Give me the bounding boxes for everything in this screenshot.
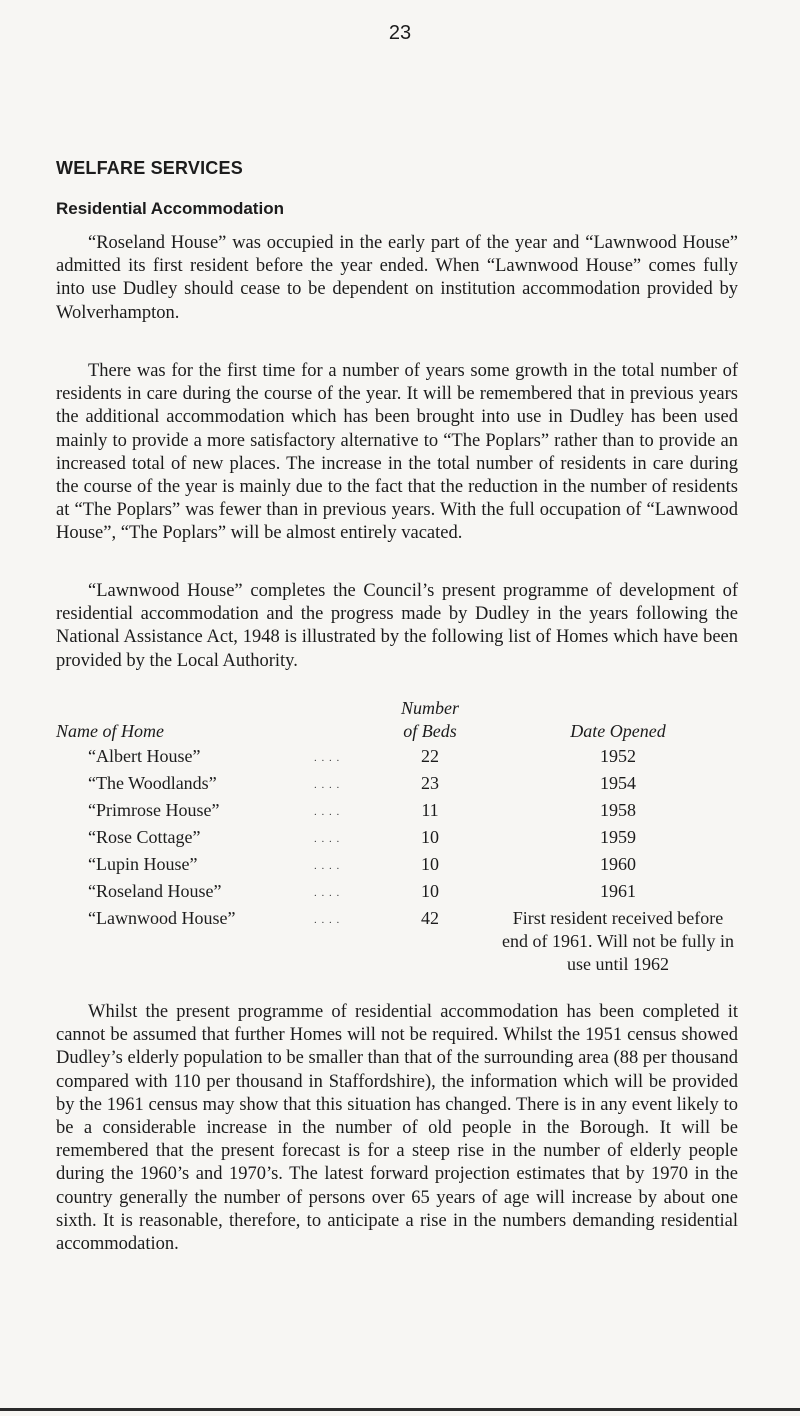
table-row — [56, 853, 742, 880]
table-row — [56, 799, 742, 826]
paragraph-future-requirements: Whilst the present programme of residential accommodation has been completed it cannot be assumed that further Homes will not be required. Whilst the 1951 census showed Dudley’s elderly population to be smaller than that of the surrounding area (88 per thousand compared with 110 per thousand in Staffordshire), the information which will be provided by the 1961 census may show that this situation has changed. There is in any event likely to be a considerable increase in the number of old people in the Borough. It will be remembered that the present forecast is for a steep rise in the number of elderly people during the 1960’s and 1970’s. The latest forward projection estimates that by 1970 in the country generally the number of persons over 65 years of age will increase by about one sixth. It is reasonable, therefore, to anticipate a rise in the numbers demanding residential accommodation. — [56, 1002, 738, 1255]
home-beds: 10 — [421, 854, 439, 874]
table-row — [56, 880, 742, 907]
home-beds: 42 — [421, 908, 439, 928]
header-beds-line2: of Beds — [403, 721, 457, 741]
table-header — [56, 697, 742, 745]
home-beds: 10 — [421, 881, 439, 901]
home-beds: 11 — [421, 800, 439, 820]
header-beds-line1: Number — [401, 698, 459, 718]
home-date-opened: 1959 — [600, 827, 636, 847]
home-date-opened: 1952 — [600, 746, 636, 766]
table-row — [56, 745, 742, 772]
home-name: “The Woodlands” — [88, 773, 217, 793]
section-heading: WELFARE SERVICES — [56, 158, 243, 178]
paragraph-programme-development: “Lawnwood House” completes the Council’s present programme of development of residential accommodation and the progress made by Dudley in the years following the National Assistance Act, 1948 is illustrated by the following list of Homes which have been provided by the Local Authority. — [56, 581, 738, 671]
home-date-opened: 1958 — [600, 800, 636, 820]
table-row — [56, 907, 742, 1003]
dot-leader: . . . . — [314, 887, 341, 899]
dot-leader: . . . . — [314, 914, 341, 926]
home-name: “Lawnwood House” — [88, 908, 236, 928]
home-name: “Rose Cottage” — [88, 827, 201, 847]
home-date-opened: 1954 — [600, 773, 636, 793]
dot-leader: . . . . — [314, 833, 341, 845]
dot-leader: . . . . — [314, 860, 341, 872]
header-name-of-home: Name of Home — [56, 721, 164, 741]
paragraph-residents-growth: There was for the first time for a number of years some growth in the total number of residents in care during the course of the year. It will be remembered that in previous years the additional accommodation which has been brought into use in Dudley has been used mainly to provide a more satisfactory alternative to “The Poplars” rather than to provide an increased total of new places. The increase in the total number of residents in care during the course of the year is mainly due to the fact that the reduction in the number of residents at “The Poplars” was fewer than in previous years. With the full occupation of “Lawnwood House”, “The Poplars” will be almost entirely vacated. — [56, 361, 738, 544]
home-date-opened: First resident received before end of 1961. Will not be fully in use until 1962 — [502, 908, 734, 974]
dot-leader: . . . . — [314, 752, 341, 764]
home-name: “Primrose House” — [88, 800, 220, 820]
bottom-rule — [0, 1408, 800, 1411]
home-beds: 22 — [421, 746, 439, 766]
paragraph-roseland-lawnwood: “Roseland House” was occupied in the early part of the year and “Lawnwood House” admitted its first resident before the year ended. When “Lawnwood House” comes fully into use Dudley should cease to be dependent on institution accommodation provided by Wolverhampton. — [56, 233, 738, 323]
home-date-opened: 1960 — [600, 854, 636, 874]
subsection-heading: Residential Accommodation — [56, 199, 284, 218]
home-name: “Albert House” — [88, 746, 201, 766]
table-row — [56, 772, 742, 799]
home-date-opened: 1961 — [600, 881, 636, 901]
dot-leader: . . . . — [314, 806, 341, 818]
page-number: 23 — [388, 22, 412, 44]
table-row — [56, 826, 742, 853]
home-name: “Roseland House” — [88, 881, 222, 901]
dot-leader: . . . . — [314, 779, 341, 791]
header-number-of-beds — [380, 697, 480, 743]
home-name: “Lupin House” — [88, 854, 198, 874]
home-beds: 10 — [421, 827, 439, 847]
home-beds: 23 — [421, 773, 439, 793]
homes-table — [56, 697, 742, 1003]
header-date-opened: Date Opened — [570, 721, 666, 741]
